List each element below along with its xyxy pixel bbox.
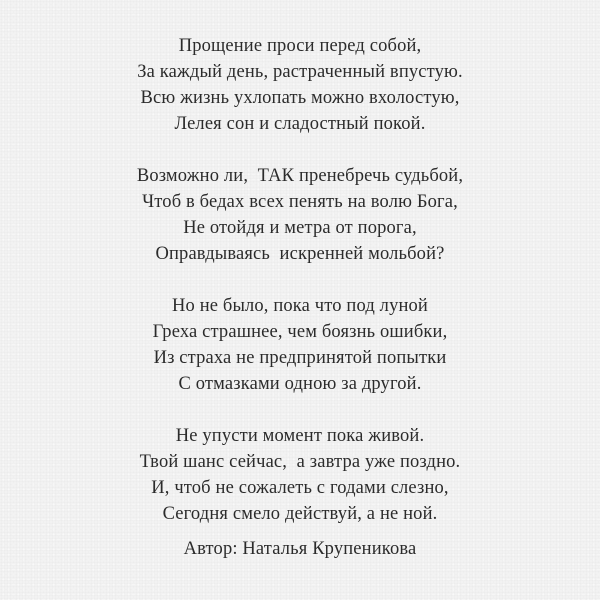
poem-line: Прощение проси перед собой, <box>178 36 422 56</box>
stanza-1 <box>0 33 600 137</box>
poem-line: Сегодня смело действуй, а не ной. <box>162 504 438 524</box>
poem-line: За каждый день, растраченный впустую. <box>137 62 463 82</box>
poem-body <box>0 33 600 553</box>
poem-line: И, чтоб не сожалеть с годами слезно, <box>151 478 449 498</box>
poem-line: Чтоб в бедах всех пенять на волю Бога, <box>142 192 458 212</box>
poem-line: Возможно ли, ТАК пренебречь судьбой, <box>136 166 464 186</box>
poem-line: Из страха не предпринятой попытки <box>153 348 447 368</box>
poem-line: Всю жизнь ухлопать можно вхолостую, <box>140 88 460 108</box>
poem-line: Твой шанс сейчас, а завтра уже поздно. <box>139 452 461 472</box>
poem-line: Оправдываясь искренней мольбой? <box>155 244 445 264</box>
poem-line: С отмазками одною за другой. <box>178 374 422 394</box>
stanza-3 <box>0 293 600 397</box>
poem-line: Лелея сон и сладостный покой. <box>174 114 426 134</box>
poem-line: Не отойдя и метра от порога, <box>183 218 417 238</box>
poem-line: Но не было, пока что под луной <box>172 296 428 316</box>
stanza-2 <box>0 163 600 267</box>
poem-line: Не упусти момент пока живой. <box>175 426 425 446</box>
author-credit: Автор: Наталья Крупеникова <box>183 539 417 559</box>
stanza-4 <box>0 423 600 527</box>
poem-line: Греха страшнее, чем боязнь ошибки, <box>152 322 448 342</box>
